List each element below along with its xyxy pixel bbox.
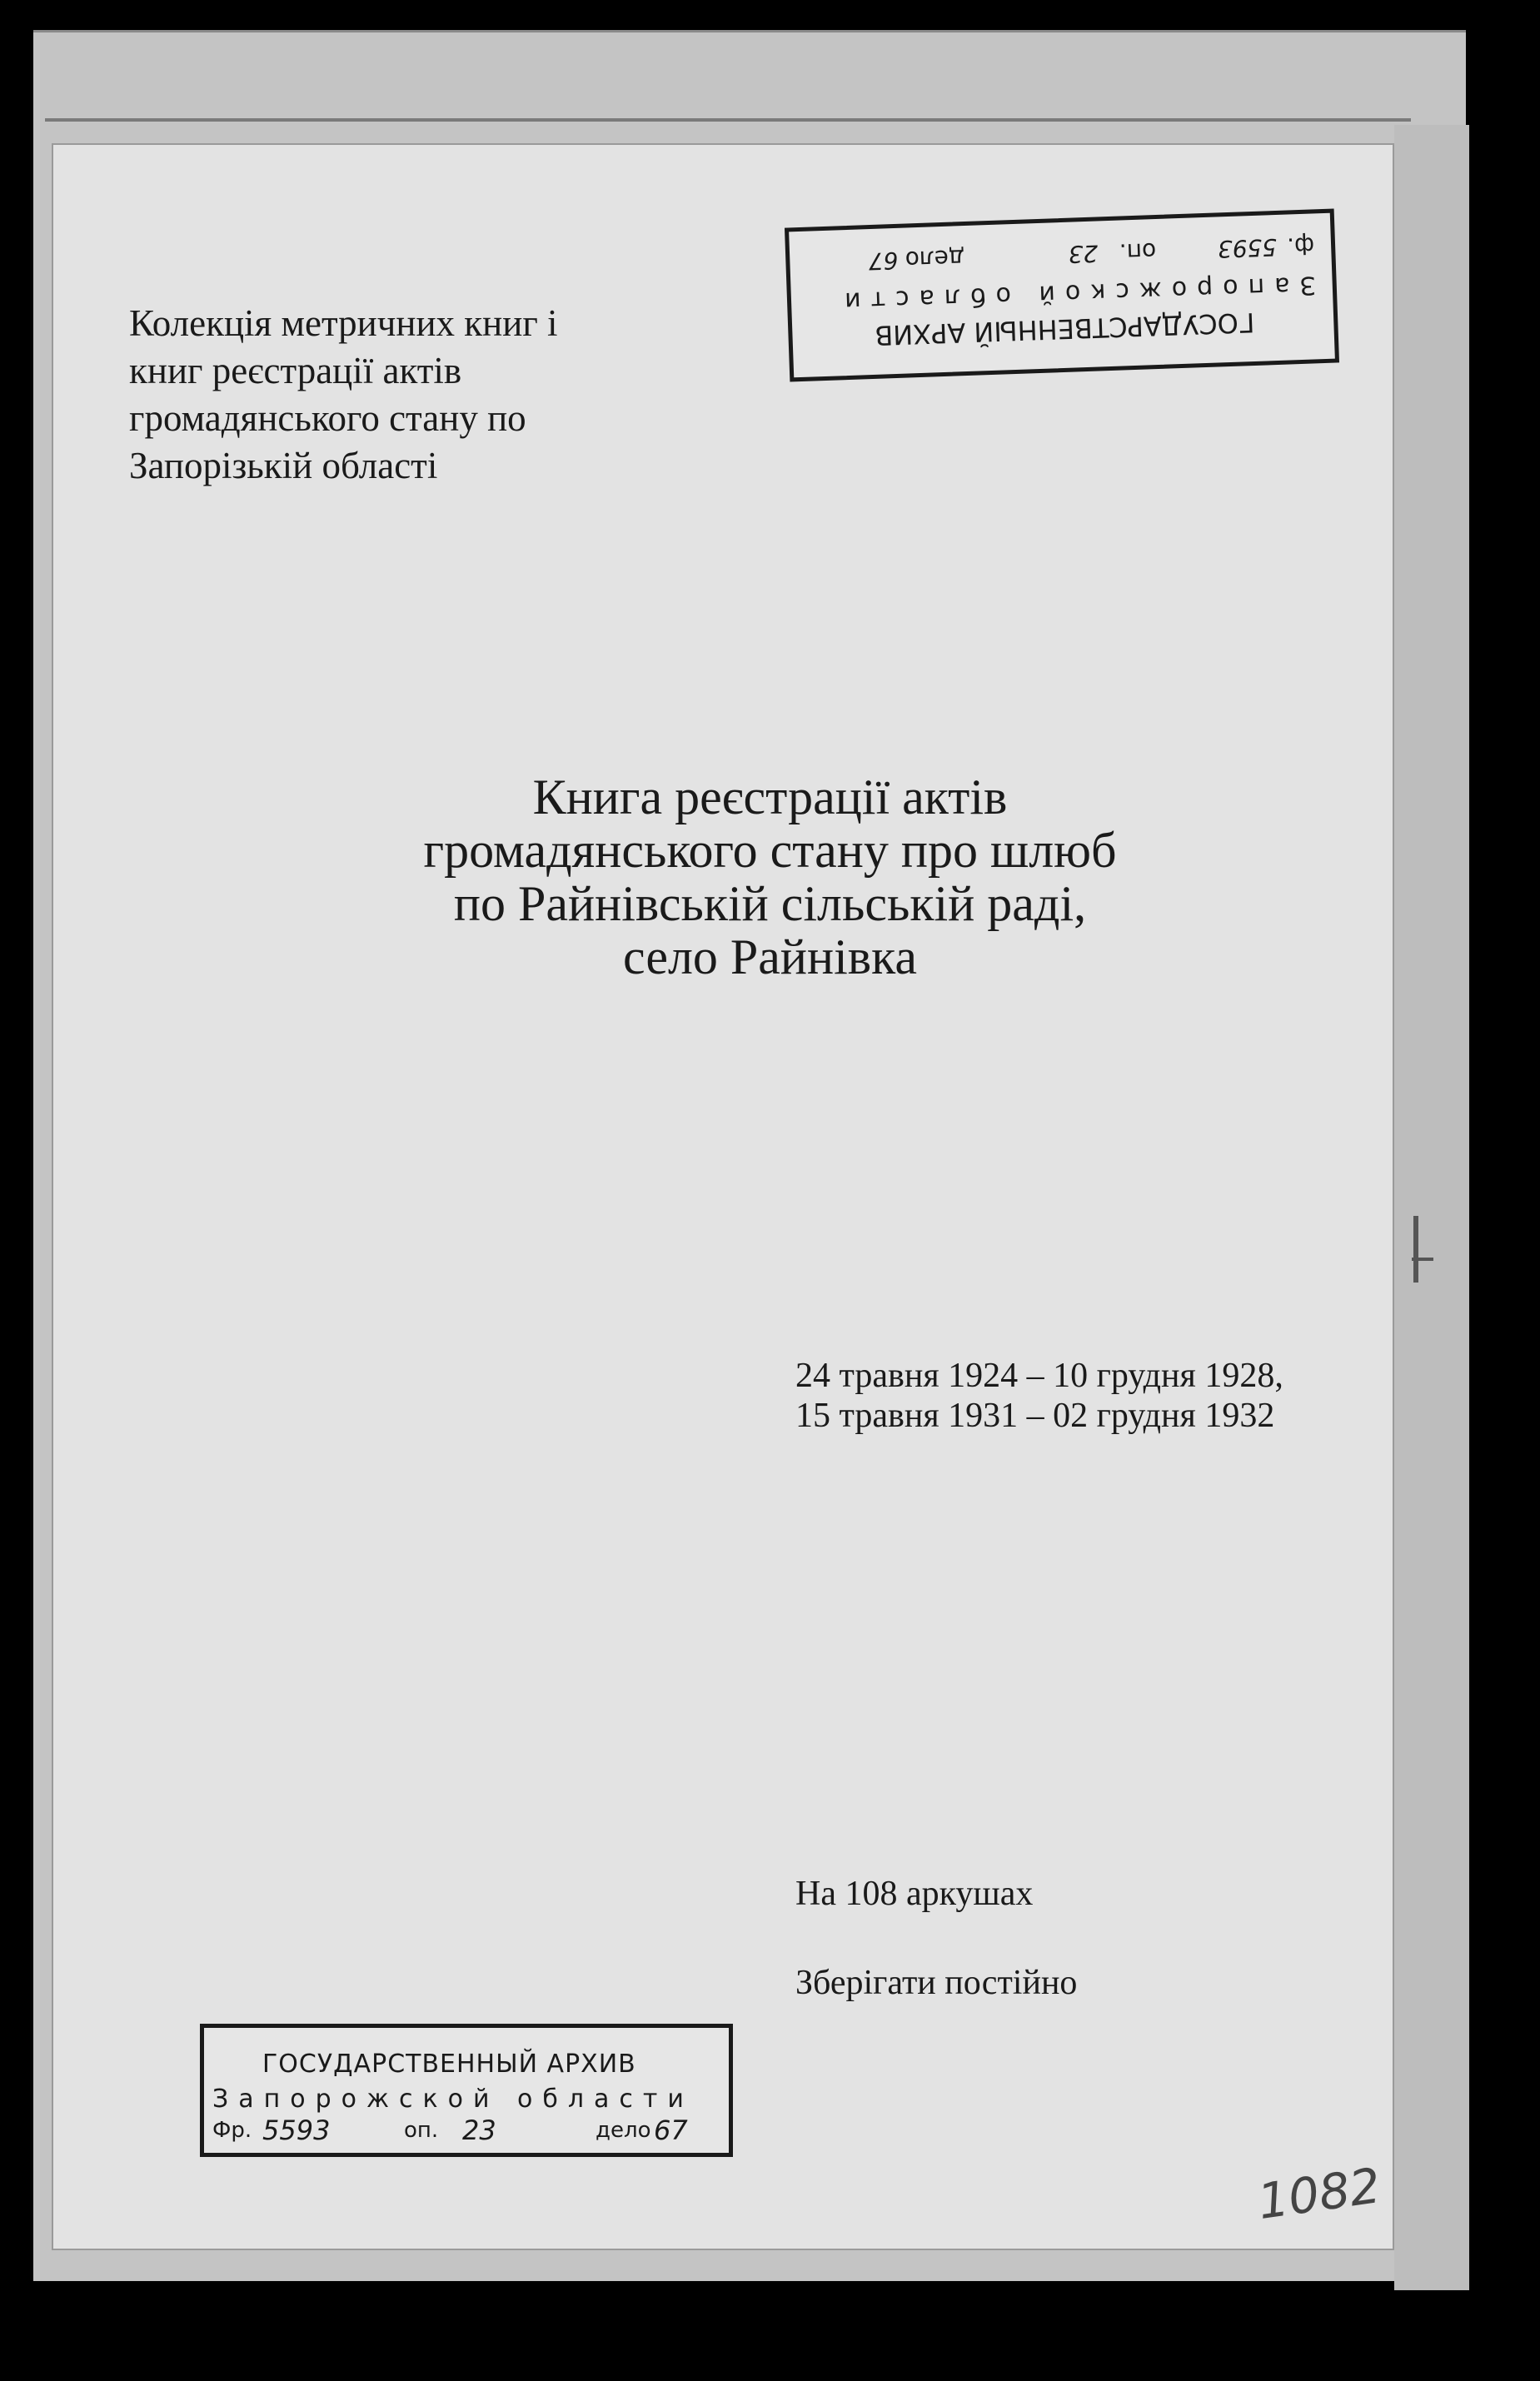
- stamp-bottom-delo-value: 67: [654, 2115, 688, 2146]
- stamp-top-region: Запорожской области: [834, 270, 1317, 316]
- date-range-line: 24 травня 1924 – 10 грудня 1928,: [795, 1357, 1283, 1395]
- title-line: Книга реєстрації актів: [532, 770, 1008, 824]
- folder-edge-line: [45, 118, 1411, 122]
- stamp-bottom-opis-value: 23: [462, 2115, 496, 2146]
- stamp-top-opis-value: 23: [1068, 239, 1099, 268]
- title-line: по Райнівській сільській раді,: [453, 876, 1087, 931]
- scan-mark: [1413, 1216, 1418, 1283]
- stamp-bottom-fond-value: 5593: [262, 2115, 331, 2146]
- title-line: громадянського стану про шлюб: [423, 823, 1117, 878]
- collection-line: громадянського стану по: [129, 397, 526, 439]
- folder-right-edge: [1394, 125, 1469, 2290]
- archive-stamp-top: [785, 209, 1339, 382]
- stamp-top-fond-label: ф.: [1286, 232, 1315, 261]
- date-range-line: 15 травня 1931 – 02 грудня 1932: [795, 1397, 1275, 1435]
- scan-mark: [1412, 1258, 1433, 1261]
- collection-line: книг реєстрації актів: [129, 350, 462, 391]
- collection-heading: [129, 300, 558, 490]
- sheet-count: На 108 аркушах: [795, 1875, 1034, 1913]
- stamp-bottom-fond-label: Фр.: [212, 2118, 252, 2143]
- collection-line: Колекція метричних книг і: [129, 302, 558, 344]
- collection-line: Запорізькій області: [129, 445, 438, 486]
- stamp-top-title: ГОСУДАРСТВЕННЫЙ АРХИВ: [874, 306, 1255, 351]
- handwritten-page-number: 1082: [1253, 2157, 1384, 2230]
- stamp-top-delo-label: дело: [905, 244, 965, 274]
- document-title: [0, 770, 1540, 984]
- stamp-bottom-opis-label: оп.: [404, 2118, 439, 2143]
- stamp-top-opis-label: оп.: [1119, 237, 1157, 266]
- stamp-bottom-delo-label: дело: [596, 2118, 651, 2143]
- date-range: [795, 1356, 1283, 1436]
- stamp-bottom-title: ГОСУДАРСТВЕННЫЙ АРХИВ: [262, 2050, 636, 2079]
- stamp-bottom-region: Запорожской области: [212, 2085, 694, 2114]
- stamp-top-fond-value: 5593: [1217, 232, 1278, 263]
- retention-note: Зберігати постійно: [795, 1964, 1078, 2002]
- title-line: село Райнівка: [622, 929, 918, 984]
- archive-stamp-bottom: [200, 2024, 733, 2157]
- stamp-top-delo-value: 67: [868, 246, 899, 276]
